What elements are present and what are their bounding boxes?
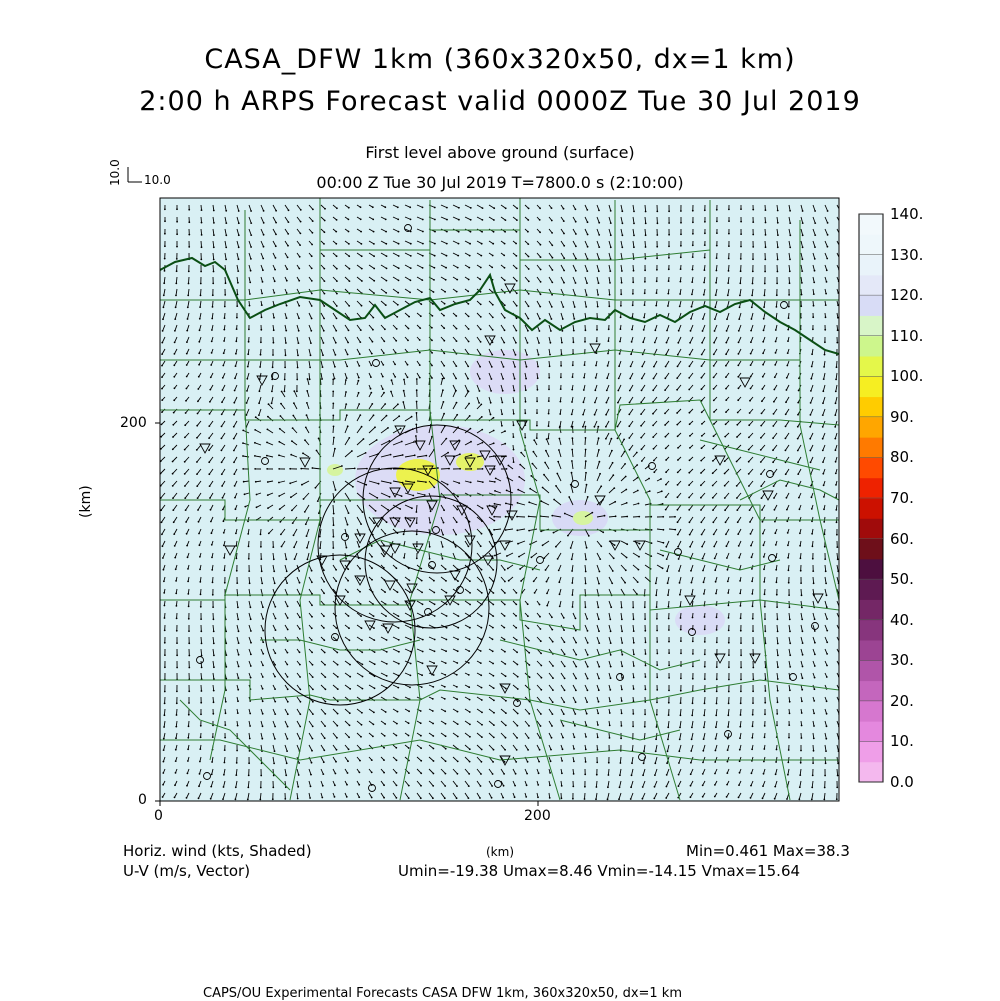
uv-range-readout: Umin=-19.38 Umax=8.46 Vmin=-14.15 Vmax=15.64 bbox=[398, 862, 800, 880]
colorbar-label: 60. bbox=[890, 530, 914, 548]
colorbar-label: 10. bbox=[890, 732, 914, 750]
forecast-title: 2:00 h ARPS Forecast valid 0000Z Tue 30 Jul 2019 bbox=[0, 86, 1000, 117]
y-axis-label: (km) bbox=[78, 485, 94, 518]
colorbar-label: 20. bbox=[890, 692, 914, 710]
colorbar-label: 70. bbox=[890, 489, 914, 507]
reference-vector bbox=[128, 167, 142, 182]
colorbar-label: 50. bbox=[890, 570, 914, 588]
colorbar-label: 30. bbox=[890, 651, 914, 669]
y-tick-0: 0 bbox=[138, 792, 147, 808]
main-title: CASA_DFW 1km (360x320x50, dx=1 km) bbox=[0, 44, 1000, 75]
colorbar-label: 90. bbox=[890, 408, 914, 426]
green-patch bbox=[573, 511, 593, 525]
time-subtitle: 00:00 Z Tue 30 Jul 2019 T=7800.0 s (2:10:00) bbox=[0, 173, 1000, 192]
ref-vector-vertical-label: 10.0 bbox=[108, 159, 122, 186]
x-axis-label: (km) bbox=[486, 845, 514, 859]
colorbar-label: 0.0 bbox=[890, 773, 914, 791]
colorbar-label: 80. bbox=[890, 448, 914, 466]
field-description: Horiz. wind (kts, Shaded) bbox=[123, 842, 312, 860]
min-max-readout: Min=0.461 Max=38.3 bbox=[686, 842, 850, 860]
y-tick-200: 200 bbox=[120, 415, 147, 431]
colorbar-label: 130. bbox=[890, 246, 923, 264]
colorbar-label: 140. bbox=[890, 205, 923, 223]
purple-patch-north bbox=[470, 350, 540, 394]
colorbar-label: 110. bbox=[890, 327, 923, 345]
footer-credit: CAPS/OU Experimental Forecasts CASA DFW 1km, 360x320x50, dx=1 km bbox=[203, 986, 682, 1001]
green-patch-2 bbox=[327, 464, 343, 476]
ref-vector-horizontal-label: 10.0 bbox=[144, 173, 171, 187]
colorbar-label: 120. bbox=[890, 286, 923, 304]
colorbar-label: 40. bbox=[890, 611, 914, 629]
x-tick-0: 0 bbox=[154, 808, 163, 824]
purple-patch-southeast bbox=[675, 605, 725, 635]
x-tick-200: 200 bbox=[524, 808, 551, 824]
colorbar bbox=[859, 214, 883, 783]
level-subtitle: First level above ground (surface) bbox=[0, 143, 1000, 162]
colorbar-label: 100. bbox=[890, 367, 923, 385]
vector-description: U-V (m/s, Vector) bbox=[123, 862, 250, 880]
